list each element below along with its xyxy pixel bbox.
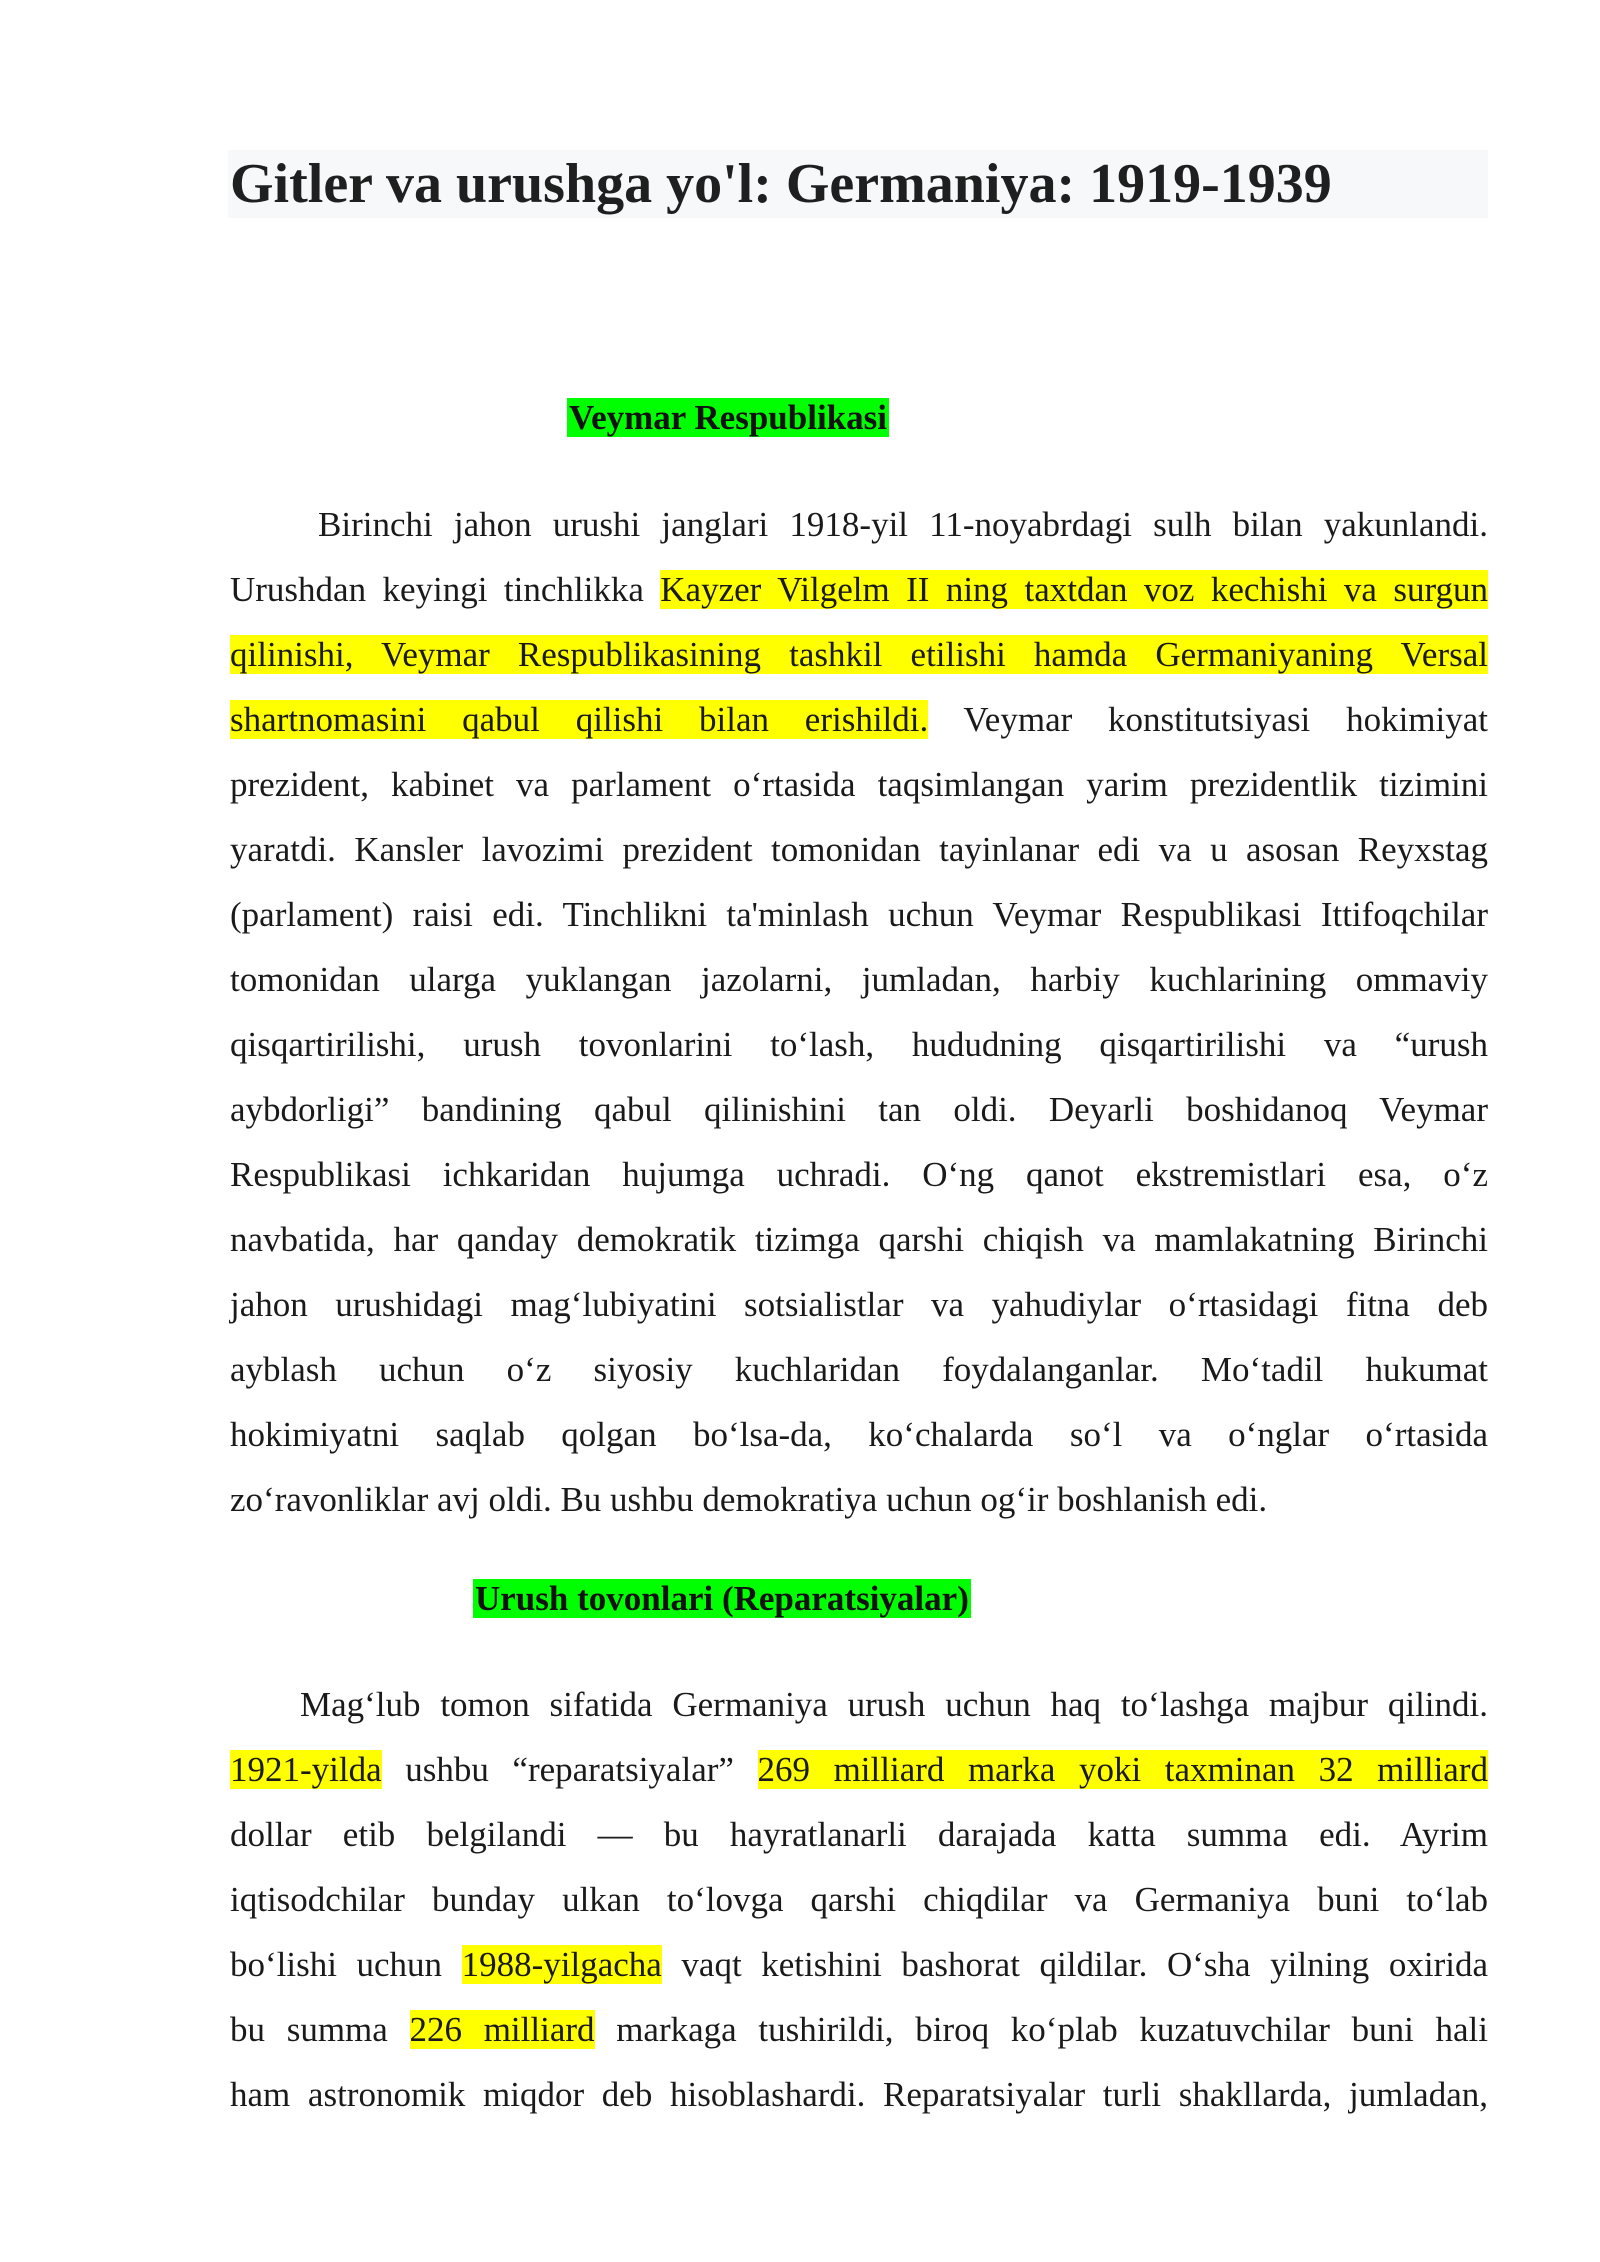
text-run: navbatida, har qanday demokratik tizimga qarshi chiqish va mamlakatning Birinchi xyxy=(230,1220,1488,1259)
text-run: zoʻravonliklar avj oldi. Bu ushbu demokratiya uchun ogʻir boshlanish edi. xyxy=(230,1480,1268,1519)
highlighted-text: 226 milliard xyxy=(409,2010,595,2049)
text-line xyxy=(230,1337,1488,1402)
text-line xyxy=(230,1142,1488,1207)
text-run: prezident, kabinet va parlament oʻrtasida taqsimlangan yarim prezidentlik tizimini xyxy=(230,765,1488,804)
highlighted-text: shartnomasini qabul qilishi bilan erishildi. xyxy=(230,700,929,739)
highlighted-text: 1921-yilda xyxy=(230,1750,382,1789)
highlighted-text: 269 milliard marka yoki taxminan 32 milliard xyxy=(757,1750,1488,1789)
text-run: Veymar konstitutsiyasi hokimiyat xyxy=(928,700,1489,739)
highlighted-text: qilinishi, Veymar Respublikasining tashkil etilishi hamda Germaniyaning Versal xyxy=(230,635,1488,674)
text-run: vaqt ketishini bashorat qildilar. Oʻsha yilning oxirida xyxy=(661,1945,1488,1984)
text-line xyxy=(230,687,1488,752)
text-run: bu summa xyxy=(230,2010,410,2049)
section-heading-reparatsiyalar xyxy=(473,1575,971,1623)
text-run: qisqartirilishi, urush tovonlarini toʻlash, hududning qisqartirilishi va “urush xyxy=(230,1025,1488,1064)
document-title: Gitler va urushga yo'l: Germaniya: 1919-1939 xyxy=(230,153,1332,215)
text-line xyxy=(230,1272,1488,1337)
text-run: iqtisodchilar bunday ulkan toʻlovga qarshi chiqdilar va Germaniya buni toʻlab xyxy=(230,1880,1488,1919)
text-run: hokimiyatni saqlab qolgan boʻlsa-da, koʻchalarda soʻl va oʻnglar oʻrtasida xyxy=(230,1415,1488,1454)
section-heading-reparatsiyalar-label: Urush tovonlari (Reparatsiyalar) xyxy=(475,1579,969,1618)
text-run: ham astronomik miqdor deb hisoblashardi. Reparatsiyalar turli shakllarda, jumladan, xyxy=(230,2075,1488,2114)
text-line xyxy=(230,2062,1488,2127)
text-line xyxy=(230,1672,1488,1737)
text-run: ayblash uchun oʻz siyosiy kuchlaridan foydalanganlar. Moʻtadil hukumat xyxy=(230,1350,1488,1389)
text-line xyxy=(230,1867,1488,1932)
text-line xyxy=(230,492,1488,557)
section-heading-veymar-label: Veymar Respublikasi xyxy=(569,398,887,437)
text-run: boʻlishi uchun xyxy=(230,1945,462,1984)
text-line xyxy=(230,1012,1488,1077)
text-run: markaga tushirildi, biroq koʻplab kuzatuvchilar buni hali xyxy=(594,2010,1488,2049)
text-line xyxy=(230,882,1488,947)
text-run: Magʻlub tomon sifatida Germaniya urush uchun haq toʻlashga majbur qilindi. xyxy=(300,1685,1488,1724)
text-run: jahon urushidagi magʻlubiyatini sotsialistlar va yahudiylar oʻrtasidagi fitna deb xyxy=(230,1285,1488,1324)
text-run: (parlament) raisi edi. Tinchlikni ta'minlash uchun Veymar Respublikasi Ittifoqchilar xyxy=(230,895,1488,934)
text-line xyxy=(230,622,1488,687)
text-line xyxy=(230,1932,1488,1997)
section-heading-veymar xyxy=(567,394,889,442)
text-line xyxy=(230,947,1488,1012)
text-run: Urushdan keyingi tinchlikka xyxy=(230,570,661,609)
text-run: Birinchi jahon urushi janglari 1918-yil 11-noyabrdagi sulh bilan yakunlandi. xyxy=(318,505,1488,544)
text-run: tomonidan ularga yuklangan jazolarni, jumladan, harbiy kuchlarining ommaviy xyxy=(230,960,1488,999)
text-line xyxy=(230,1207,1488,1272)
text-line xyxy=(230,817,1488,882)
text-line xyxy=(230,752,1488,817)
text-line xyxy=(230,1077,1488,1142)
highlighted-text: Kayzer Vilgelm II ning taxtdan voz kechishi va surgun xyxy=(660,570,1488,609)
text-run: Respublikasi ichkaridan hujumga uchradi. Oʻng qanot ekstremistlari esa, oʻz xyxy=(230,1155,1488,1194)
text-line xyxy=(230,1402,1488,1467)
text-run: ushbu “reparatsiyalar” xyxy=(381,1750,758,1789)
text-run: yaratdi. Kansler lavozimi prezident tomonidan tayinlanar edi va u asosan Reyxstag xyxy=(230,830,1488,869)
text-line xyxy=(230,1997,1488,2062)
text-line xyxy=(230,1467,1488,1532)
text-line xyxy=(230,1802,1488,1867)
paragraph-veymar xyxy=(230,492,1488,1532)
text-line xyxy=(230,557,1488,622)
text-line xyxy=(230,1737,1488,1802)
text-run: aybdorligi” bandining qabul qilinishini tan oldi. Deyarli boshidanoq Veymar xyxy=(230,1090,1488,1129)
text-run: dollar etib belgilandi — bu hayratlanarli darajada katta summa edi. Ayrim xyxy=(230,1815,1488,1854)
paragraph-reparatsiyalar xyxy=(230,1672,1488,2127)
highlighted-text: 1988-yilgacha xyxy=(461,1945,662,1984)
